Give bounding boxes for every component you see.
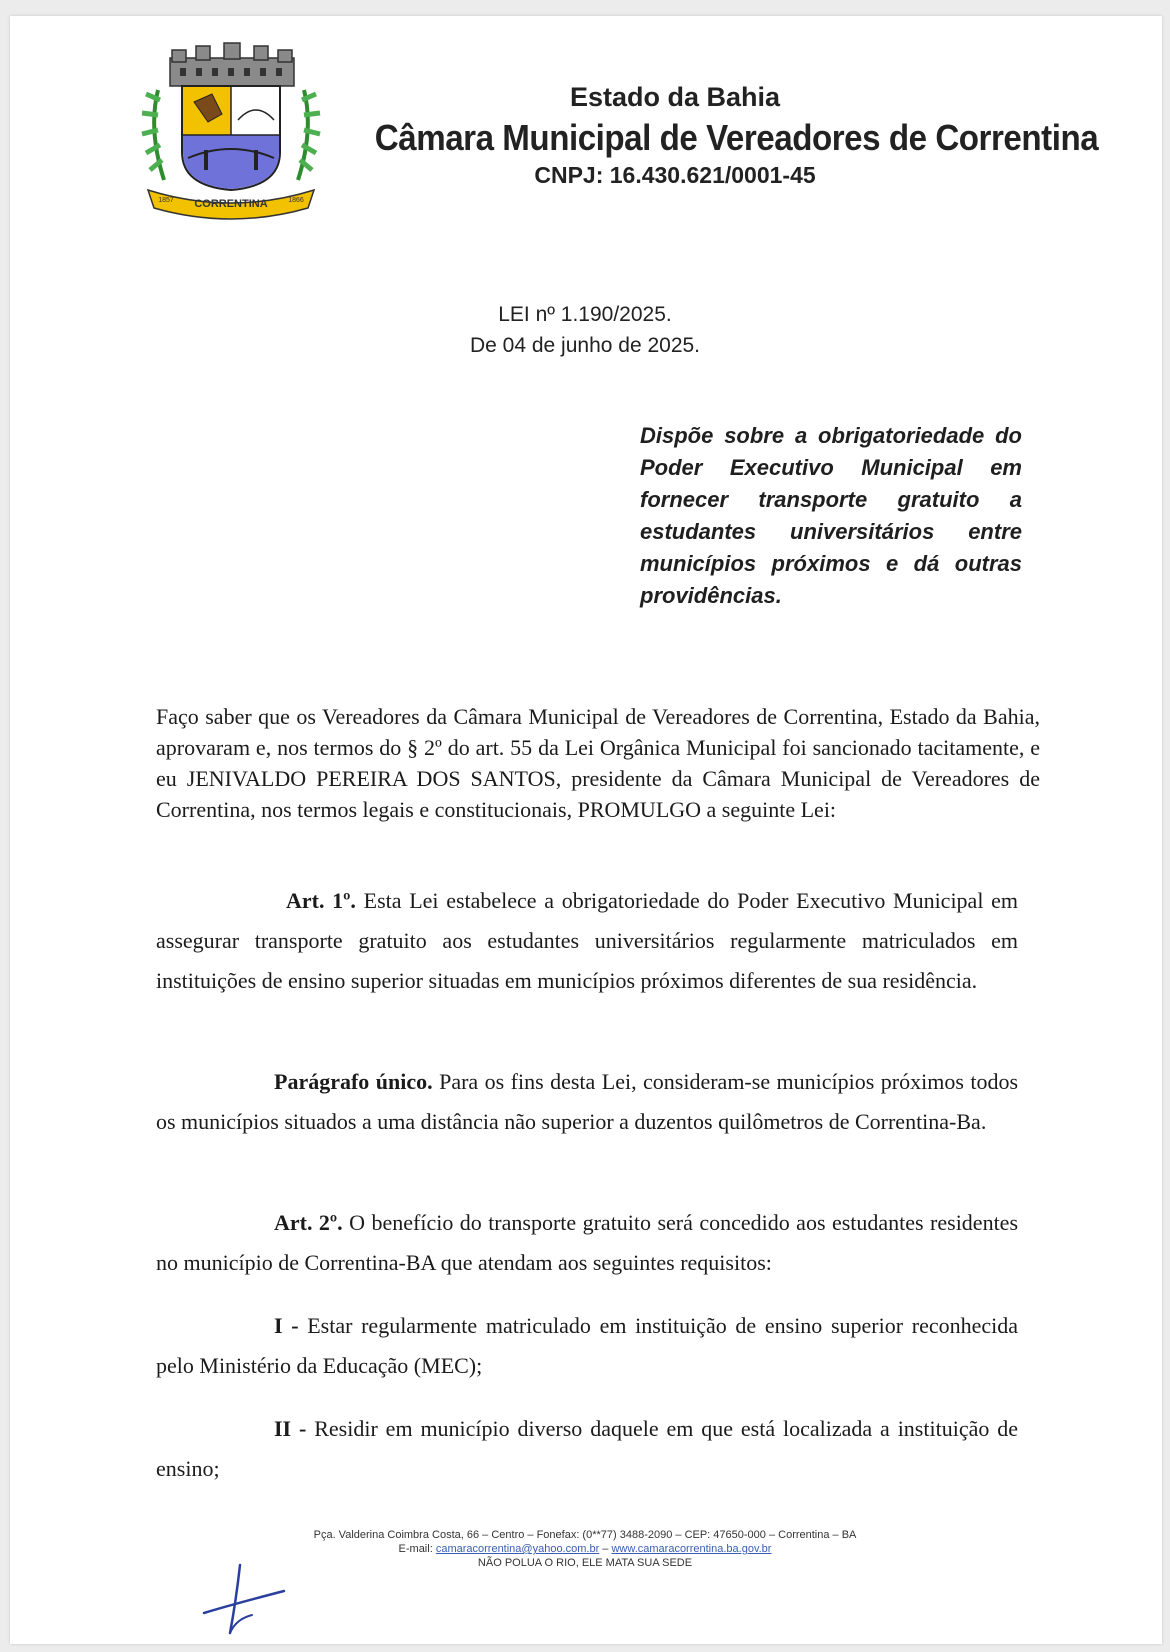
article-2-label: Art. 2º. (274, 1210, 343, 1235)
law-date: De 04 de junho de 2025. (469, 334, 701, 357)
sole-paragraph-label: Parágrafo único. (274, 1069, 433, 1094)
article-1-text: Esta Lei estabelece a obrigatoriedade do Poder Executivo Municipal em assegurar transporte gratuito aos estudantes universitários regularmente matriculados em instituições de ensino superior situadas em municípios próximos diferentes de sua residência. (156, 888, 1019, 993)
item-ii-label: II - (274, 1416, 307, 1441)
law-ementa: Dispõe sobre a obrigatoriedade do Poder Executivo Municipal em fornecer transporte gratuito a estudantes universitários entre municípios próximos e dá outras providências. (640, 423, 1022, 608)
item-ii-text: Residir em município diverso daquele em que está localizada a instituição de ensino; (156, 1416, 1019, 1481)
sole-paragraph-text: Para os fins desta Lei, consideram-se municípios próximos todos os municípios situados a uma distância não superior a duzentos quilômetros de Correntina-Ba. (156, 1069, 1019, 1134)
municipal-crest-logo (138, 40, 324, 220)
item-i-label: I - (274, 1313, 299, 1338)
page-footer (10, 1528, 1160, 1570)
law-number: LEI nº 1.190/2025. (498, 303, 672, 326)
promulgation-paragraph: Faço saber que os Vereadores da Câmara Municipal de Vereadores de Correntina, Estado da Bahia, aprovaram e, nos termos do § 2º do art. 55 da Lei Orgânica Municipal foi sancionado tacitamente, e eu JENIVALDO PEREIRA DOS SANTOS, presidente da Câmara Municipal de Vereadores de Correntina, nos termos legais e constitucionais, PROMULGO a seguinte Lei: (156, 704, 1040, 822)
crest-year-left: 1857 (158, 197, 174, 204)
footer-address: Pça. Valderina Coimbra Costa, 66 – Centro – Fonefax: (0**77) 3488-2090 – CEP: 47650-000 – Correntina – BA (313, 1529, 857, 1541)
article-1-label: Art. 1º. (286, 888, 356, 913)
footer-separator: – (602, 1543, 609, 1555)
header-state: Estado da Bahia (569, 82, 781, 112)
header-cnpj: CNPJ: 16.430.621/0001-45 (534, 162, 816, 188)
document-page (10, 16, 1162, 1644)
item-ii (156, 1409, 1018, 1489)
footer-contact (10, 1542, 1160, 1556)
article-2-text: O benefício do transporte gratuito será concedido aos estudantes residentes no município de Correntina-BA que atendam aos seguintes requisitos: (156, 1210, 1019, 1275)
sole-paragraph (156, 1062, 1018, 1142)
crest-ribbon-label: CORRENTINA (194, 198, 268, 210)
law-heading (10, 299, 1160, 361)
footer-website-link[interactable]: www.camaracorrentina.ba.gov.br (611, 1543, 772, 1555)
footer-email-label: E-mail: (398, 1543, 433, 1555)
header-chamber-title: Câmara Municipal de Vereadores de Correntina (374, 117, 1099, 158)
crest-year-right: 1866 (288, 197, 304, 204)
footer-slogan: NÃO POLUA O RIO, ELE MATA SUA SEDE (477, 1557, 693, 1569)
item-i-text: Estar regularmente matriculado em instituição de ensino superior reconhecida pelo Ministério da Educação (MEC); (156, 1313, 1019, 1378)
handwritten-signature-mark (200, 1561, 290, 1641)
article-2 (156, 1203, 1018, 1283)
footer-email-link[interactable]: camaracorrentina@yahoo.com.br (435, 1543, 600, 1555)
article-1 (156, 881, 1018, 1001)
item-i (156, 1306, 1018, 1386)
